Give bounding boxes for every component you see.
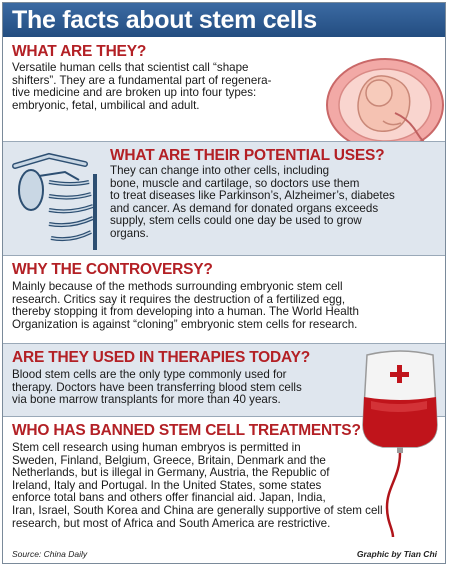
text-line: Versatile human cells that scientist call “shape — [12, 61, 249, 74]
text-line: therapy. Doctors have been transferring blood stem cells — [12, 380, 302, 394]
text-line: research. Critics say it requires the destruction of a fertilized egg, — [12, 292, 346, 306]
text-line: Sweden, Finland, Belgium, Greece, Britain, Denmark and the — [12, 453, 326, 467]
section-controversy — [3, 256, 445, 343]
section-bans — [3, 417, 445, 547]
section-heading: WHY THE CONTROVERSY? — [12, 261, 213, 278]
text-line: embryonic, fetal, umbilical and adult. — [12, 98, 200, 112]
text-line: enforce total bans and others offer financial aid. Japan, India, — [12, 491, 326, 505]
text-line: supply, stem cells could one day be used to grow — [110, 214, 362, 228]
section-body — [110, 165, 444, 241]
section-heading: ARE THEY USED IN THERAPIES TODAY? — [12, 349, 311, 366]
section-heading: WHAT ARE THEY? — [12, 43, 147, 60]
text-line: shifters”. They are a fundamental part of regenera- — [12, 73, 272, 87]
text-line: thereby stopping it from developing into a human. The World Health — [12, 305, 359, 319]
text-line: Ireland, Italy and Portugal. In the United States, some states — [12, 478, 322, 492]
text-line: Organization is against “cloning” embryonic stem cells for research. — [12, 317, 358, 331]
text-line: Mainly because of the methods surrounding embryonic stem cell — [12, 280, 343, 293]
text-line: tive medicine and are broken up into four types: — [12, 86, 257, 100]
text-line: and cancer. As demand for donated organs exceeds — [110, 201, 379, 215]
text-line: They can change into other cells, including — [110, 164, 330, 177]
section-body — [12, 442, 444, 530]
text-line: to treat diseases like Parkinson’s, Alzheimer’s, diabetes — [110, 189, 395, 203]
text-line: organs. — [110, 226, 149, 240]
fetus-in-womb-illustration — [321, 51, 445, 155]
text-line: Netherlands, but is illegal in Germany, Austria, the Republic of — [12, 466, 330, 480]
section-heading: WHAT ARE THEIR POTENTIAL USES? — [110, 147, 385, 164]
section-potential-uses — [3, 142, 445, 255]
text-line: Iran, Israel, South Korea and China are generally supportive of stem cell — [12, 503, 383, 517]
section-what-are-they — [3, 37, 445, 141]
text-line: Stem cell research using human embryos is permitted in — [12, 441, 301, 454]
text-line: bone, muscle and cartilage, so doctors use them — [110, 176, 360, 190]
section-heading: WHO HAS BANNED STEM CELL TREATMENTS? — [12, 422, 361, 439]
section-body — [12, 281, 442, 331]
text-line: via bone marrow transplants for more than 40 years. — [12, 393, 281, 407]
text-line: research, but most of Africa and South America are restrictive. — [12, 516, 331, 530]
section-body — [12, 62, 322, 112]
skeleton-shoulder-illustration — [9, 146, 105, 250]
page-title: The facts about stem cells — [12, 6, 317, 34]
infographic — [2, 2, 446, 564]
text-line: Blood stem cells are the only type commonly used for — [12, 368, 287, 381]
graphic-credit: Graphic by Tian Chi — [356, 549, 437, 559]
section-body — [12, 369, 352, 407]
source-credit: Source: China Daily — [12, 549, 88, 559]
header-bar — [3, 3, 445, 37]
